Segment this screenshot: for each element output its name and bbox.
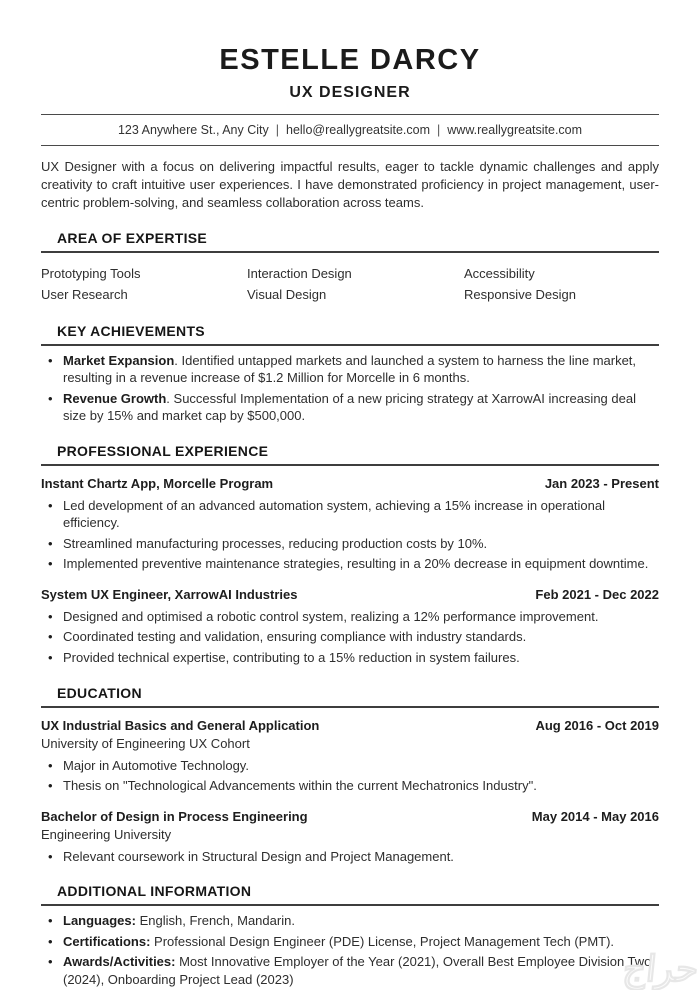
job-bullet: Provided technical expertise, contributing to a 15% reduction in system failures. [63,650,520,665]
education-bullet: Relevant coursework in Structural Design and Project Management. [63,848,454,864]
section-experience [41,443,659,667]
bullet-icon [48,608,63,626]
section-additional [41,883,659,988]
bullet-icon [48,535,63,553]
expertise-column [247,262,464,304]
experience-entry [41,476,659,573]
bullet-icon [48,628,63,646]
person-title: UX DESIGNER [289,84,411,102]
job-bullet: Streamlined manufacturing processes, reducing production costs by 10%. [63,535,488,551]
profile-summary: UX Designer with a focus on delivering impactful results, eager to tackle dynamic challenges and apply creativity to craft intuitive user experiences. I have demonstrated proficiency in project management, user-centric problem-solving, and seamless collaboration across teams. [41,159,659,211]
contact-separator: | [437,123,441,138]
expertise-column [41,262,247,304]
job-title: Instant Chartz App, Morcelle Program [41,475,274,491]
expertise-item: Interaction Design [247,266,352,282]
expertise-grid [41,262,659,304]
section-achievements [41,323,659,425]
job-bullet: Designed and optimised a robotic control system, realizing a 12% performance improvement. [63,608,599,624]
contact-separator: | [275,123,279,138]
bullet-icon [48,497,63,532]
additional-label: Certifications: [63,933,151,949]
person-name: ESTELLE DARCY [219,44,481,76]
education-bullet: Thesis on "Technological Advancements within the current Mechatronics Industry". [63,778,537,794]
job-title: System UX Engineer, XarrowAI Industries [41,586,298,602]
job-bullet: Led development of an advanced automation system, achieving a 15% increase in operational efficiency. [63,497,606,531]
achievement-label: Market Expansion [63,352,175,368]
education-bullet: Major in Automotive Technology. [63,757,249,773]
list-item [41,352,659,387]
contact-email: hello@reallygreatsite.com [286,123,431,138]
expertise-column [464,262,659,304]
bullet-icon [48,933,63,951]
section-heading-experience: PROFESSIONAL EXPERIENCE [41,443,659,466]
section-heading-achievements: KEY ACHIEVEMENTS [41,323,659,346]
achievement-text: . Successful Implementation of a new pricing strategy at XarrowAI increasing deal size by 15% and market cap by $500,000. [63,390,636,424]
job-bullet: Coordinated testing and validation, ensuring compliance with industry standards. [63,629,527,645]
additional-label: Languages: [63,913,136,929]
additional-label: Awards/Activities: [63,954,176,970]
expertise-item: Visual Design [247,287,327,303]
bullet-icon [48,390,63,425]
bullet-icon [48,649,63,667]
bullet-icon [48,352,63,387]
bullet-icon [48,848,63,866]
additional-text: Professional Design Engineer (PDE) License, Project Management Tech (PMT). [150,933,615,949]
education-bullet-list [41,757,659,795]
list-item [41,555,659,573]
additional-list [41,912,659,988]
watermark-logo: حراج [620,948,700,989]
experience-entry [41,587,659,667]
education-entry [41,718,659,795]
institution-name: Engineering University [41,826,172,842]
list-item [41,628,659,646]
list-item [41,497,659,532]
list-item [41,933,659,951]
achievement-label: Revenue Growth [63,390,167,406]
bullet-icon [48,953,63,988]
list-item [41,757,659,775]
list-item [41,608,659,626]
education-bullet-list [41,848,659,866]
expertise-item: User Research [41,287,128,303]
degree-dates: May 2014 - May 2016 [531,808,659,824]
expertise-item: Responsive Design [464,287,577,303]
bullet-icon [48,912,63,930]
list-item [41,912,659,930]
job-bullet-list [41,608,659,667]
education-entry [41,809,659,866]
list-item [41,390,659,425]
list-item [41,953,659,988]
achievements-list [41,352,659,425]
contact-website: www.reallygreatsite.com [447,123,583,138]
degree-title: Bachelor of Design in Process Engineering [41,808,308,824]
list-item [41,777,659,795]
degree-dates: Aug 2016 - Oct 2019 [535,717,659,733]
bullet-icon [48,757,63,775]
contact-bar [41,114,659,146]
additional-text: Most Innovative Employer of the Year (2021), Overall Best Employee Division Two (2024), Onboarding Project Lead (2023) [63,954,652,987]
job-dates: Feb 2021 - Dec 2022 [535,586,659,602]
list-item [41,848,659,866]
expertise-item: Accessibility [464,266,535,282]
section-education [41,685,659,866]
section-heading-education: EDUCATION [41,685,659,708]
section-heading-expertise: AREA OF EXPERTISE [41,230,659,253]
degree-title: UX Industrial Basics and General Application [41,717,320,733]
additional-text: English, French, Mandarin. [135,913,295,929]
section-heading-additional: ADDITIONAL INFORMATION [41,883,659,906]
job-dates: Jan 2023 - Present [544,475,659,491]
contact-address: 123 Anywhere St., Any City [117,123,269,138]
list-item [41,535,659,553]
section-expertise [41,230,659,304]
list-item [41,649,659,667]
job-bullet: Implemented preventive maintenance strategies, resulting in a 20% decrease in equipment downtime. [63,556,649,572]
expertise-item: Prototyping Tools [41,266,141,282]
bullet-icon [48,555,63,573]
bullet-icon [48,777,63,795]
achievement-text: . Identified untapped markets and launched a system to harness the line market, resulting in a revenue increase of $1.2 Million for Morcelle in 6 months. [63,352,637,386]
job-bullet-list [41,497,659,573]
institution-name: University of Engineering UX Cohort [41,735,250,751]
